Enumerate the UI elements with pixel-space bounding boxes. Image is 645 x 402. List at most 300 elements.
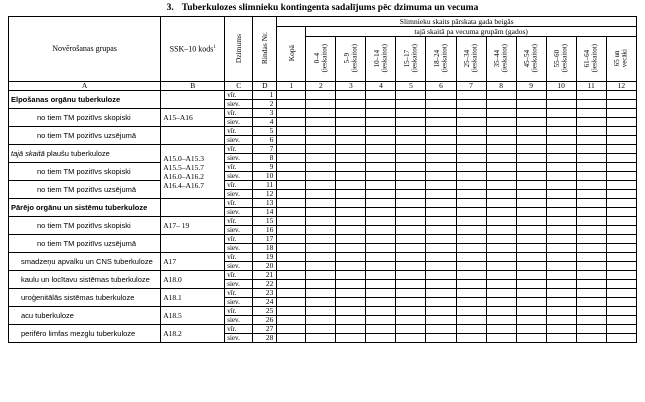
value-cell[interactable] (456, 271, 486, 280)
value-cell[interactable] (277, 172, 306, 181)
value-cell[interactable] (306, 334, 336, 343)
value-cell[interactable] (606, 208, 636, 217)
value-cell[interactable] (277, 118, 306, 127)
value-cell[interactable] (426, 163, 456, 172)
value-cell[interactable] (516, 91, 546, 100)
value-cell[interactable] (366, 145, 396, 154)
value-cell[interactable] (426, 244, 456, 253)
value-cell[interactable] (306, 91, 336, 100)
value-cell[interactable] (606, 334, 636, 343)
value-cell[interactable] (336, 154, 366, 163)
value-cell[interactable] (336, 244, 366, 253)
value-cell[interactable] (396, 109, 426, 118)
value-cell[interactable] (606, 100, 636, 109)
value-cell[interactable] (306, 289, 336, 298)
value-cell[interactable] (277, 190, 306, 199)
value-cell[interactable] (306, 190, 336, 199)
value-cell[interactable] (516, 226, 546, 235)
value-cell[interactable] (396, 199, 426, 208)
value-cell[interactable] (546, 190, 576, 199)
value-cell[interactable] (606, 91, 636, 100)
value-cell[interactable] (516, 271, 546, 280)
value-cell[interactable] (396, 262, 426, 271)
value-cell[interactable] (456, 325, 486, 334)
value-cell[interactable] (516, 145, 546, 154)
value-cell[interactable] (546, 253, 576, 262)
value-cell[interactable] (366, 271, 396, 280)
value-cell[interactable] (336, 199, 366, 208)
value-cell[interactable] (546, 118, 576, 127)
value-cell[interactable] (336, 280, 366, 289)
value-cell[interactable] (396, 190, 426, 199)
value-cell[interactable] (456, 316, 486, 325)
value-cell[interactable] (366, 181, 396, 190)
value-cell[interactable] (277, 109, 306, 118)
value-cell[interactable] (606, 289, 636, 298)
value-cell[interactable] (486, 316, 516, 325)
value-cell[interactable] (366, 91, 396, 100)
value-cell[interactable] (366, 127, 396, 136)
value-cell[interactable] (426, 190, 456, 199)
value-cell[interactable] (277, 91, 306, 100)
value-cell[interactable] (456, 253, 486, 262)
value-cell[interactable] (277, 316, 306, 325)
value-cell[interactable] (336, 298, 366, 307)
value-cell[interactable] (366, 163, 396, 172)
value-cell[interactable] (306, 181, 336, 190)
value-cell[interactable] (306, 262, 336, 271)
value-cell[interactable] (306, 118, 336, 127)
value-cell[interactable] (456, 289, 486, 298)
value-cell[interactable] (366, 100, 396, 109)
value-cell[interactable] (366, 244, 396, 253)
value-cell[interactable] (486, 208, 516, 217)
value-cell[interactable] (336, 163, 366, 172)
value-cell[interactable] (366, 253, 396, 262)
value-cell[interactable] (426, 226, 456, 235)
value-cell[interactable] (366, 190, 396, 199)
value-cell[interactable] (426, 208, 456, 217)
value-cell[interactable] (336, 127, 366, 136)
value-cell[interactable] (456, 208, 486, 217)
value-cell[interactable] (306, 235, 336, 244)
value-cell[interactable] (456, 190, 486, 199)
value-cell[interactable] (396, 226, 426, 235)
value-cell[interactable] (606, 109, 636, 118)
value-cell[interactable] (486, 100, 516, 109)
value-cell[interactable] (516, 127, 546, 136)
value-cell[interactable] (336, 136, 366, 145)
value-cell[interactable] (576, 208, 606, 217)
value-cell[interactable] (396, 289, 426, 298)
value-cell[interactable] (546, 100, 576, 109)
value-cell[interactable] (576, 226, 606, 235)
value-cell[interactable] (306, 100, 336, 109)
value-cell[interactable] (546, 307, 576, 316)
value-cell[interactable] (576, 163, 606, 172)
value-cell[interactable] (606, 244, 636, 253)
value-cell[interactable] (456, 226, 486, 235)
value-cell[interactable] (306, 154, 336, 163)
value-cell[interactable] (306, 208, 336, 217)
value-cell[interactable] (277, 280, 306, 289)
value-cell[interactable] (426, 334, 456, 343)
value-cell[interactable] (516, 316, 546, 325)
value-cell[interactable] (306, 226, 336, 235)
value-cell[interactable] (396, 307, 426, 316)
value-cell[interactable] (306, 253, 336, 262)
value-cell[interactable] (486, 235, 516, 244)
value-cell[interactable] (277, 199, 306, 208)
value-cell[interactable] (546, 217, 576, 226)
value-cell[interactable] (306, 109, 336, 118)
value-cell[interactable] (396, 154, 426, 163)
value-cell[interactable] (396, 145, 426, 154)
value-cell[interactable] (576, 325, 606, 334)
value-cell[interactable] (486, 325, 516, 334)
value-cell[interactable] (516, 109, 546, 118)
value-cell[interactable] (277, 235, 306, 244)
value-cell[interactable] (456, 154, 486, 163)
value-cell[interactable] (396, 118, 426, 127)
value-cell[interactable] (277, 163, 306, 172)
value-cell[interactable] (426, 118, 456, 127)
value-cell[interactable] (366, 262, 396, 271)
value-cell[interactable] (396, 271, 426, 280)
value-cell[interactable] (277, 217, 306, 226)
value-cell[interactable] (546, 145, 576, 154)
value-cell[interactable] (516, 172, 546, 181)
value-cell[interactable] (546, 199, 576, 208)
value-cell[interactable] (277, 181, 306, 190)
value-cell[interactable] (336, 307, 366, 316)
value-cell[interactable] (306, 280, 336, 289)
value-cell[interactable] (546, 181, 576, 190)
value-cell[interactable] (456, 163, 486, 172)
value-cell[interactable] (546, 316, 576, 325)
value-cell[interactable] (426, 307, 456, 316)
value-cell[interactable] (606, 280, 636, 289)
value-cell[interactable] (576, 172, 606, 181)
value-cell[interactable] (336, 208, 366, 217)
value-cell[interactable] (456, 280, 486, 289)
value-cell[interactable] (606, 226, 636, 235)
value-cell[interactable] (426, 145, 456, 154)
value-cell[interactable] (426, 298, 456, 307)
value-cell[interactable] (576, 271, 606, 280)
value-cell[interactable] (396, 208, 426, 217)
value-cell[interactable] (546, 127, 576, 136)
value-cell[interactable] (576, 298, 606, 307)
value-cell[interactable] (516, 280, 546, 289)
value-cell[interactable] (576, 280, 606, 289)
value-cell[interactable] (486, 163, 516, 172)
value-cell[interactable] (336, 316, 366, 325)
value-cell[interactable] (606, 271, 636, 280)
value-cell[interactable] (396, 217, 426, 226)
value-cell[interactable] (576, 190, 606, 199)
value-cell[interactable] (277, 145, 306, 154)
value-cell[interactable] (546, 262, 576, 271)
value-cell[interactable] (456, 172, 486, 181)
value-cell[interactable] (336, 172, 366, 181)
value-cell[interactable] (336, 217, 366, 226)
value-cell[interactable] (336, 262, 366, 271)
value-cell[interactable] (606, 298, 636, 307)
value-cell[interactable] (396, 235, 426, 244)
value-cell[interactable] (396, 163, 426, 172)
value-cell[interactable] (576, 253, 606, 262)
value-cell[interactable] (546, 136, 576, 145)
value-cell[interactable] (546, 226, 576, 235)
value-cell[interactable] (486, 127, 516, 136)
value-cell[interactable] (366, 172, 396, 181)
value-cell[interactable] (366, 298, 396, 307)
value-cell[interactable] (486, 334, 516, 343)
value-cell[interactable] (277, 136, 306, 145)
value-cell[interactable] (426, 253, 456, 262)
value-cell[interactable] (336, 109, 366, 118)
value-cell[interactable] (396, 181, 426, 190)
value-cell[interactable] (306, 217, 336, 226)
value-cell[interactable] (426, 271, 456, 280)
value-cell[interactable] (306, 145, 336, 154)
value-cell[interactable] (456, 136, 486, 145)
value-cell[interactable] (277, 127, 306, 136)
value-cell[interactable] (366, 154, 396, 163)
value-cell[interactable] (546, 325, 576, 334)
value-cell[interactable] (576, 136, 606, 145)
value-cell[interactable] (516, 118, 546, 127)
value-cell[interactable] (606, 136, 636, 145)
value-cell[interactable] (486, 118, 516, 127)
value-cell[interactable] (366, 316, 396, 325)
value-cell[interactable] (576, 154, 606, 163)
value-cell[interactable] (426, 136, 456, 145)
value-cell[interactable] (306, 244, 336, 253)
value-cell[interactable] (366, 289, 396, 298)
value-cell[interactable] (426, 316, 456, 325)
value-cell[interactable] (336, 118, 366, 127)
value-cell[interactable] (306, 127, 336, 136)
value-cell[interactable] (366, 280, 396, 289)
value-cell[interactable] (396, 136, 426, 145)
value-cell[interactable] (396, 172, 426, 181)
value-cell[interactable] (486, 109, 516, 118)
value-cell[interactable] (277, 334, 306, 343)
value-cell[interactable] (396, 298, 426, 307)
value-cell[interactable] (516, 325, 546, 334)
value-cell[interactable] (396, 100, 426, 109)
value-cell[interactable] (336, 100, 366, 109)
value-cell[interactable] (336, 325, 366, 334)
value-cell[interactable] (486, 280, 516, 289)
value-cell[interactable] (306, 325, 336, 334)
value-cell[interactable] (516, 298, 546, 307)
value-cell[interactable] (366, 325, 396, 334)
value-cell[interactable] (606, 199, 636, 208)
value-cell[interactable] (606, 307, 636, 316)
value-cell[interactable] (336, 145, 366, 154)
value-cell[interactable] (277, 289, 306, 298)
value-cell[interactable] (486, 271, 516, 280)
value-cell[interactable] (456, 235, 486, 244)
value-cell[interactable] (366, 217, 396, 226)
value-cell[interactable] (336, 190, 366, 199)
value-cell[interactable] (606, 316, 636, 325)
value-cell[interactable] (486, 145, 516, 154)
value-cell[interactable] (546, 163, 576, 172)
value-cell[interactable] (277, 208, 306, 217)
value-cell[interactable] (277, 271, 306, 280)
value-cell[interactable] (426, 199, 456, 208)
value-cell[interactable] (516, 307, 546, 316)
value-cell[interactable] (306, 163, 336, 172)
value-cell[interactable] (576, 316, 606, 325)
value-cell[interactable] (516, 190, 546, 199)
value-cell[interactable] (546, 154, 576, 163)
value-cell[interactable] (576, 109, 606, 118)
value-cell[interactable] (576, 100, 606, 109)
value-cell[interactable] (396, 325, 426, 334)
value-cell[interactable] (546, 271, 576, 280)
value-cell[interactable] (456, 217, 486, 226)
value-cell[interactable] (516, 100, 546, 109)
value-cell[interactable] (576, 127, 606, 136)
value-cell[interactable] (366, 334, 396, 343)
value-cell[interactable] (456, 109, 486, 118)
value-cell[interactable] (546, 280, 576, 289)
value-cell[interactable] (576, 262, 606, 271)
value-cell[interactable] (486, 262, 516, 271)
value-cell[interactable] (306, 307, 336, 316)
value-cell[interactable] (456, 127, 486, 136)
value-cell[interactable] (336, 235, 366, 244)
value-cell[interactable] (426, 262, 456, 271)
value-cell[interactable] (516, 217, 546, 226)
value-cell[interactable] (306, 136, 336, 145)
value-cell[interactable] (336, 289, 366, 298)
value-cell[interactable] (366, 199, 396, 208)
value-cell[interactable] (426, 100, 456, 109)
value-cell[interactable] (606, 262, 636, 271)
value-cell[interactable] (576, 145, 606, 154)
value-cell[interactable] (456, 199, 486, 208)
value-cell[interactable] (396, 253, 426, 262)
value-cell[interactable] (396, 280, 426, 289)
value-cell[interactable] (426, 289, 456, 298)
value-cell[interactable] (426, 172, 456, 181)
value-cell[interactable] (576, 244, 606, 253)
value-cell[interactable] (396, 91, 426, 100)
value-cell[interactable] (606, 172, 636, 181)
value-cell[interactable] (606, 127, 636, 136)
value-cell[interactable] (456, 307, 486, 316)
value-cell[interactable] (516, 154, 546, 163)
value-cell[interactable] (576, 199, 606, 208)
value-cell[interactable] (306, 316, 336, 325)
value-cell[interactable] (576, 307, 606, 316)
value-cell[interactable] (546, 109, 576, 118)
value-cell[interactable] (546, 334, 576, 343)
value-cell[interactable] (456, 262, 486, 271)
value-cell[interactable] (426, 325, 456, 334)
value-cell[interactable] (576, 334, 606, 343)
value-cell[interactable] (277, 325, 306, 334)
value-cell[interactable] (277, 253, 306, 262)
value-cell[interactable] (486, 307, 516, 316)
value-cell[interactable] (456, 181, 486, 190)
value-cell[interactable] (546, 208, 576, 217)
value-cell[interactable] (366, 136, 396, 145)
value-cell[interactable] (366, 208, 396, 217)
value-cell[interactable] (576, 235, 606, 244)
value-cell[interactable] (486, 181, 516, 190)
value-cell[interactable] (546, 289, 576, 298)
value-cell[interactable] (336, 334, 366, 343)
value-cell[interactable] (516, 136, 546, 145)
value-cell[interactable] (576, 181, 606, 190)
value-cell[interactable] (486, 91, 516, 100)
value-cell[interactable] (486, 136, 516, 145)
value-cell[interactable] (606, 253, 636, 262)
value-cell[interactable] (456, 91, 486, 100)
value-cell[interactable] (606, 181, 636, 190)
value-cell[interactable] (606, 235, 636, 244)
value-cell[interactable] (606, 118, 636, 127)
value-cell[interactable] (366, 109, 396, 118)
value-cell[interactable] (516, 289, 546, 298)
value-cell[interactable] (277, 262, 306, 271)
value-cell[interactable] (516, 163, 546, 172)
value-cell[interactable] (606, 145, 636, 154)
value-cell[interactable] (336, 181, 366, 190)
value-cell[interactable] (606, 154, 636, 163)
value-cell[interactable] (516, 262, 546, 271)
value-cell[interactable] (456, 244, 486, 253)
value-cell[interactable] (606, 190, 636, 199)
value-cell[interactable] (336, 271, 366, 280)
value-cell[interactable] (426, 235, 456, 244)
value-cell[interactable] (336, 226, 366, 235)
value-cell[interactable] (277, 298, 306, 307)
value-cell[interactable] (306, 271, 336, 280)
value-cell[interactable] (426, 217, 456, 226)
value-cell[interactable] (516, 235, 546, 244)
value-cell[interactable] (486, 172, 516, 181)
value-cell[interactable] (396, 334, 426, 343)
value-cell[interactable] (426, 154, 456, 163)
value-cell[interactable] (396, 127, 426, 136)
value-cell[interactable] (516, 334, 546, 343)
value-cell[interactable] (277, 307, 306, 316)
value-cell[interactable] (486, 190, 516, 199)
value-cell[interactable] (576, 118, 606, 127)
value-cell[interactable] (486, 154, 516, 163)
value-cell[interactable] (277, 100, 306, 109)
value-cell[interactable] (336, 91, 366, 100)
value-cell[interactable] (516, 253, 546, 262)
value-cell[interactable] (486, 253, 516, 262)
value-cell[interactable] (516, 208, 546, 217)
value-cell[interactable] (277, 244, 306, 253)
value-cell[interactable] (576, 289, 606, 298)
value-cell[interactable] (486, 199, 516, 208)
value-cell[interactable] (426, 280, 456, 289)
value-cell[interactable] (426, 91, 456, 100)
value-cell[interactable] (606, 325, 636, 334)
value-cell[interactable] (486, 289, 516, 298)
